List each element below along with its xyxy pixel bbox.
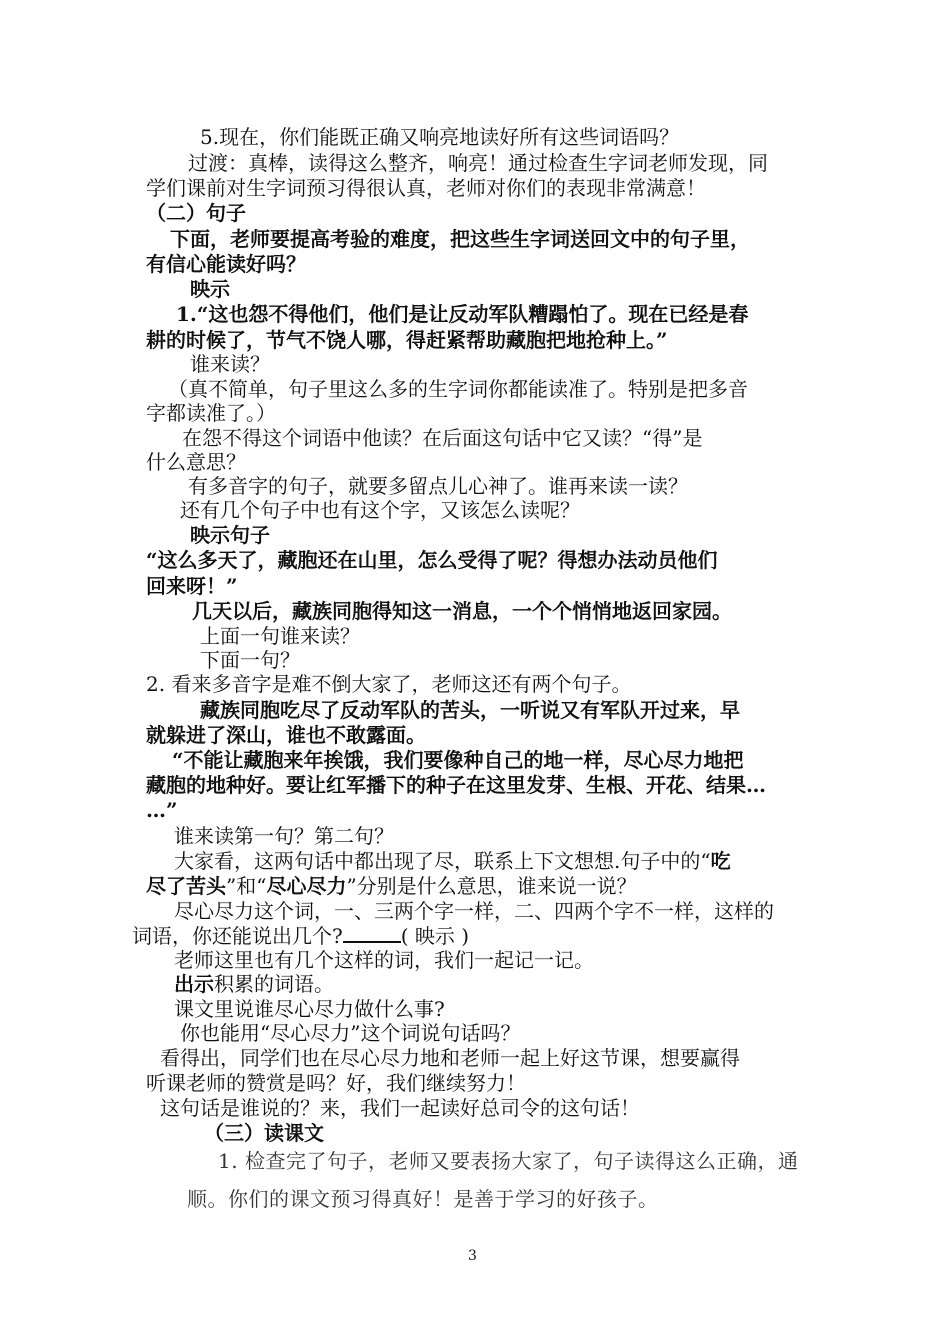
text-segment-bold: 吃 — [710, 849, 731, 873]
text-line: 课文里说谁尽心尽力做什么事? — [174, 997, 445, 1021]
text-line — [174, 972, 334, 996]
text-line: （真不简单，句子里这么多的生字词你都能读准了。特别是把多音 — [168, 377, 748, 401]
text-line: 耕的时候了，节气不饶人哪，得赶紧帮助藏胞把地抢种上。” — [146, 328, 668, 352]
text-line: 映示句子 — [190, 523, 270, 547]
text-line: 老师这里也有几个这样的词，我们一起记一记。 — [174, 948, 594, 972]
text-line: 映示 — [190, 277, 230, 301]
text-line: 几天以后，藏族同胞得知这一消息，一个个悄悄地返回家园。 — [192, 599, 732, 623]
text-segment-bold: 尽了苦头 — [146, 874, 226, 898]
text-segment: ( 映示 ) — [400, 924, 470, 948]
text-line: 下面，老师要提高考验的难度，把这些生字词送回文中的句子里， — [170, 227, 750, 251]
text-line: 听课老师的赞赏是吗？好，我们继续努力！ — [146, 1071, 526, 1095]
text-line: 1. 检查完了句子，老师又要表扬大家了，句子读得这么正确，通 — [218, 1149, 799, 1173]
text-line — [174, 849, 731, 873]
text-line: 1.“这也怨不得他们，他们是让反动军队糟蹋怕了。现在已经是春 — [176, 302, 749, 326]
text-line: 谁来读？ — [190, 352, 270, 376]
section-heading: （三）读课文 — [204, 1121, 324, 1145]
text-segment: ”和“ — [226, 874, 267, 898]
text-segment: ”分别是什么意思，谁来说一说？ — [346, 874, 637, 898]
text-segment: 积累的词语。 — [214, 972, 334, 996]
text-line: 谁来读第一句？第二句？ — [174, 824, 394, 848]
text-segment-bold: 出示 — [174, 972, 214, 996]
text-line: 有信心能读好吗？ — [146, 252, 306, 276]
text-line: 回来呀！” — [146, 574, 238, 598]
text-segment: 大家看，这两句话中都出现了尽，联系上下文想想.句子中的“ — [174, 849, 711, 873]
text-line: 字都读准了。） — [146, 401, 276, 425]
text-line: 过渡：真棒，读得这么整齐，响亮！通过检查生字词老师发现，同 — [188, 151, 768, 175]
text-line: 就躲进了深山，谁也不敢露面。 — [146, 723, 426, 747]
text-line: 这句话是谁说的？来，我们一起读好总司令的这句话！ — [160, 1096, 640, 1120]
text-line — [146, 874, 637, 898]
text-line: 上面一句谁来读？ — [200, 624, 360, 648]
text-line: 什么意思？ — [146, 450, 246, 474]
text-line: 学们课前对生字词预习得很认真，老师对你们的表现非常满意！ — [146, 176, 706, 200]
text-line: 有多音字的句子，就要多留点儿心神了。谁再来读一读？ — [188, 474, 688, 498]
text-line: 尽心尽力这个词，一、三两个字一样，二、四两个字不一样，这样的 — [174, 899, 774, 923]
section-heading: （二）句子 — [146, 201, 246, 225]
text-segment-bold: 尽心尽力 — [266, 874, 347, 898]
text-line: 顺。你们的课文预习得真好！是善于学习的好孩子。 — [187, 1187, 659, 1211]
text-line: 藏胞的地种好。要让红军播下的种子在这里发芽、生根、开花、结果… — [146, 773, 766, 797]
fill-in-blank — [343, 923, 401, 943]
text-line: 2. 看来多音字是难不倒大家了，老师这还有两个句子。 — [146, 672, 632, 696]
text-line: 5.现在，你们能既正确又响亮地读好所有这些词语吗？ — [200, 125, 680, 149]
text-line: 下面一句？ — [200, 648, 300, 672]
text-line: “这么多天了，藏胞还在山里，怎么受得了呢？得想办法动员他们 — [146, 548, 718, 572]
text-line: 藏族同胞吃尽了反动军队的苦头，一听说又有军队开过来，早 — [200, 698, 740, 722]
text-segment: 词语，你还能说出几个? — [132, 924, 343, 948]
text-line: …” — [146, 798, 178, 822]
page-number: 3 — [468, 1248, 477, 1264]
text-line: 看得出，同学们也在尽心尽力地和老师一起上好这节课，想要赢得 — [160, 1046, 740, 1070]
text-line — [132, 923, 469, 948]
text-line: 还有几个句子中也有这个字，又该怎么读呢？ — [180, 498, 580, 522]
text-line: 你也能用“尽心尽力”这个词说句话吗？ — [180, 1021, 521, 1045]
text-line: “不能让藏胞来年挨饿，我们要像种自己的地一样，尽心尽力地把 — [172, 748, 744, 772]
text-line: 在怨不得这个词语中他读？在后面这句话中它又读？“得”是 — [182, 426, 703, 450]
